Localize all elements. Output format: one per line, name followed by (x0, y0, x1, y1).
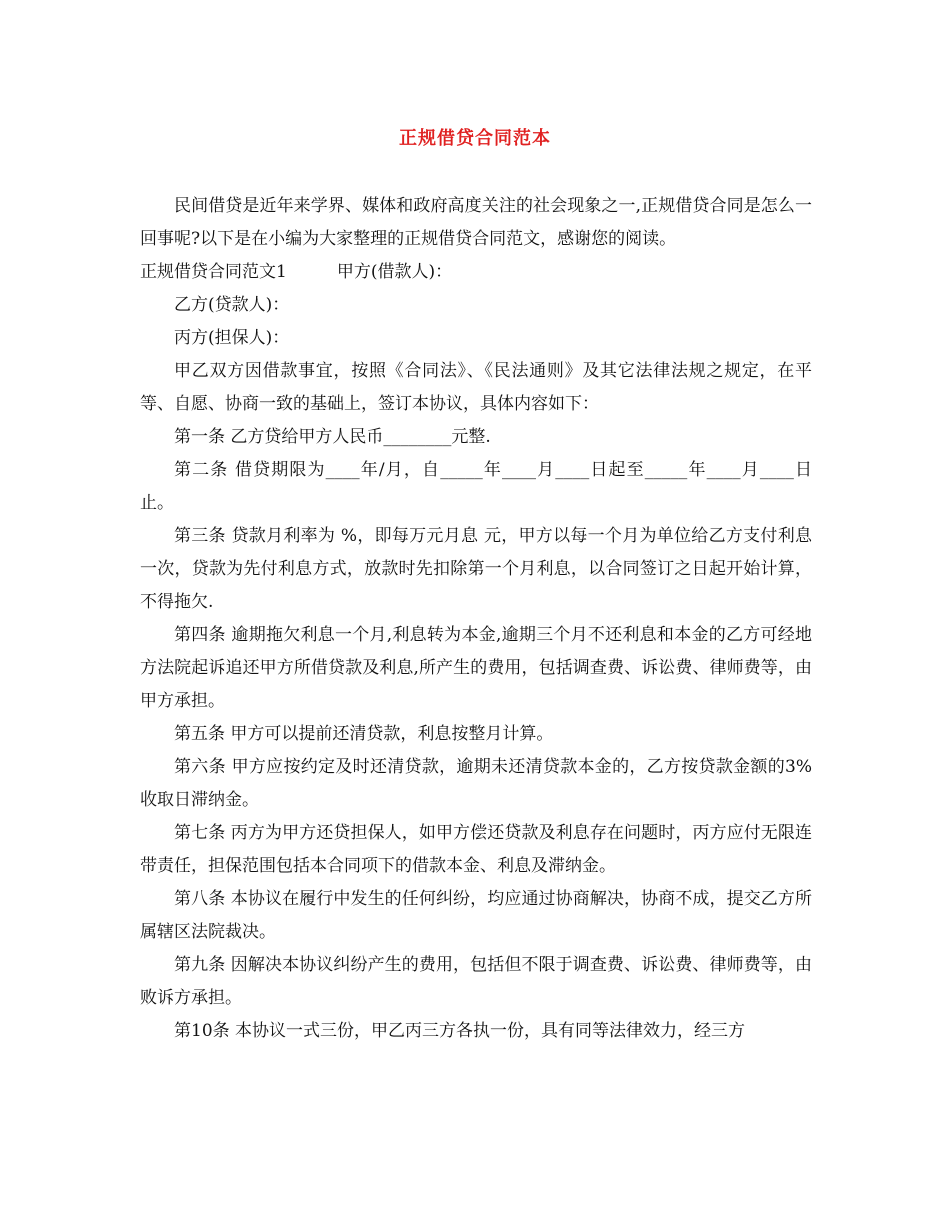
article-10: 第10条 本协议一式三份，甲乙丙三方各执一份，具有同等法律效力，经三方 (174, 1021, 746, 1041)
intro-paragraph: 民间借贷是近年来学界、媒体和政府高度关注的社会现象之一,正规借贷合同是怎么一回事呢?以下是在小编为大家整理的正规借贷合同范文，感谢您的阅读。 (140, 196, 812, 249)
document-title: 正规借贷合同范本 (399, 128, 551, 149)
article-6: 第六条 甲方应按约定及时还清贷款，逾期未还清贷款本金的，乙方按贷款金额的3%收取日滞纳金。 (140, 757, 812, 810)
article-7: 第七条 丙方为甲方还贷担保人，如甲方偿还贷款及利息存在问题时，丙方应付无限连带责任，担保范围包括本合同项下的借款本金、利息及滞纳金。 (140, 823, 812, 876)
article-9: 第九条 因解决本协议纠纷产生的费用，包括但不限于调查费、诉讼费、律师费等，由败诉方承担。 (140, 955, 812, 1008)
party-b-label: 乙方(贷款人)： (174, 295, 290, 315)
party-a-label: 甲方(借款人)： (336, 262, 453, 282)
section-heading-line (140, 256, 812, 289)
article-5: 第五条 甲方可以提前还清贷款，利息按整月计算。 (174, 724, 554, 744)
document-body (140, 190, 812, 1048)
article-8: 第八条 本协议在履行中发生的任何纠纷，均应通过协商解决，协商不成，提交乙方所属辖区法院裁决。 (140, 889, 812, 942)
preamble-paragraph: 甲乙双方因借款事宜，按照《合同法》、《民法通则》及其它法律法规之规定，在平等、自愿、协商一致的基础上，签订本协议，具体内容如下： (140, 361, 812, 414)
article-4: 第四条 逾期拖欠利息一个月,利息转为本金,逾期三个月不还利息和本金的乙方可经地方法院起诉追还甲方所借贷款及利息,所产生的费用，包括调查费、诉讼费、律师费等，由甲方承担。 (140, 625, 812, 711)
article-3: 第三条 贷款月利率为 %，即每万元月息 元，甲方以每一个月为单位给乙方支付利息一次，贷款为先付利息方式，放款时先扣除第一个月利息，以合同签订之日起开始计算，不得拖欠. (140, 526, 812, 612)
section-label: 正规借贷合同范文1 (140, 262, 287, 282)
article-1: 第一条 乙方贷给甲方人民币________元整. (174, 427, 491, 447)
article-2: 第二条 借贷期限为____年/月，自_____年____月____日起至_____年____月____日止。 (140, 460, 812, 513)
party-c-label: 丙方(担保人)： (174, 328, 290, 348)
